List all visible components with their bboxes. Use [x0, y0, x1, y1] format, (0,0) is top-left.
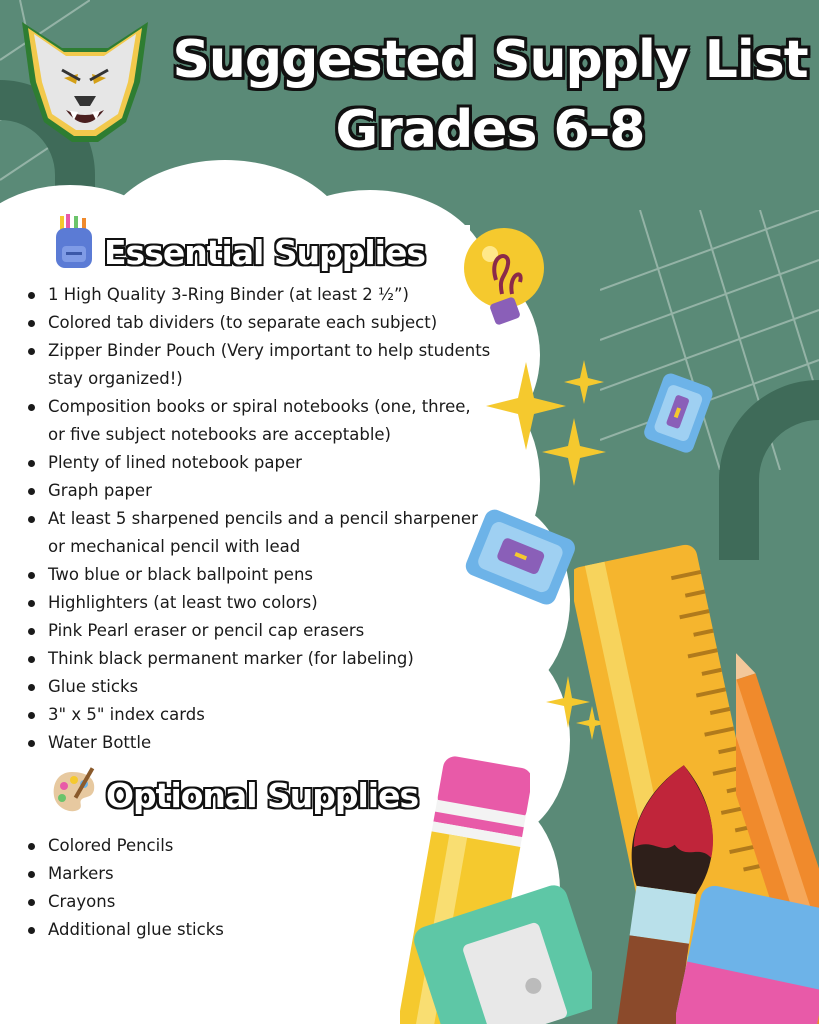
pencil-sharpener-icon	[638, 366, 718, 462]
list-item: Graph paper	[20, 477, 500, 505]
list-item: Pink Pearl eraser or pencil cap erasers	[20, 617, 500, 645]
pencil-sharpener-large-icon	[458, 500, 582, 616]
list-item: Crayons	[20, 888, 320, 916]
list-item: Highlighters (at least two colors)	[20, 589, 500, 617]
list-item-continued: or five subject notebooks are acceptable)	[48, 425, 391, 444]
list-item: Water Bottle	[20, 729, 500, 757]
paint-palette-icon	[50, 766, 98, 818]
list-item: Colored Pencils	[20, 832, 320, 860]
list-item: At least 5 sharpened pencils and a pencil sharpener	[20, 505, 500, 533]
list-item-continued: or mechanical pencil with lead	[48, 537, 301, 556]
optional-heading: Optional Supplies	[106, 776, 419, 815]
list-item: Zipper Binder Pouch (Very important to help students	[20, 337, 500, 365]
list-item: 3" x 5" index cards	[20, 701, 500, 729]
sparkle-icon	[486, 360, 616, 500]
pink-eraser-icon	[676, 884, 819, 1024]
wildcat-mascot-icon	[14, 18, 156, 146]
list-item: Think black permanent marker (for labeling)	[20, 645, 500, 673]
eraser-icon	[412, 884, 592, 1024]
list-item: Glue sticks	[20, 673, 500, 701]
list-item: Additional glue sticks	[20, 916, 320, 944]
page-title: Suggested Supply List	[172, 30, 808, 90]
list-item-continued: stay organized!)	[48, 369, 183, 388]
list-item: Plenty of lined notebook paper	[20, 449, 500, 477]
backpack-icon	[50, 214, 98, 270]
list-item: Two blue or black ballpoint pens	[20, 561, 500, 589]
list-item: Colored tab dividers (to separate each subject)	[20, 309, 500, 337]
list-item: Composition books or spiral notebooks (one, three,	[20, 393, 500, 421]
list-item: 1 High Quality 3-Ring Binder (at least 2 ½”)	[20, 281, 500, 309]
background-arc-right	[715, 380, 819, 560]
essential-heading: Essential Supplies	[104, 233, 426, 272]
optional-list	[20, 832, 320, 944]
lightbulb-icon	[458, 224, 554, 336]
page-subtitle: Grades 6-8	[335, 100, 645, 160]
essential-list	[20, 281, 500, 757]
list-item: Markers	[20, 860, 320, 888]
